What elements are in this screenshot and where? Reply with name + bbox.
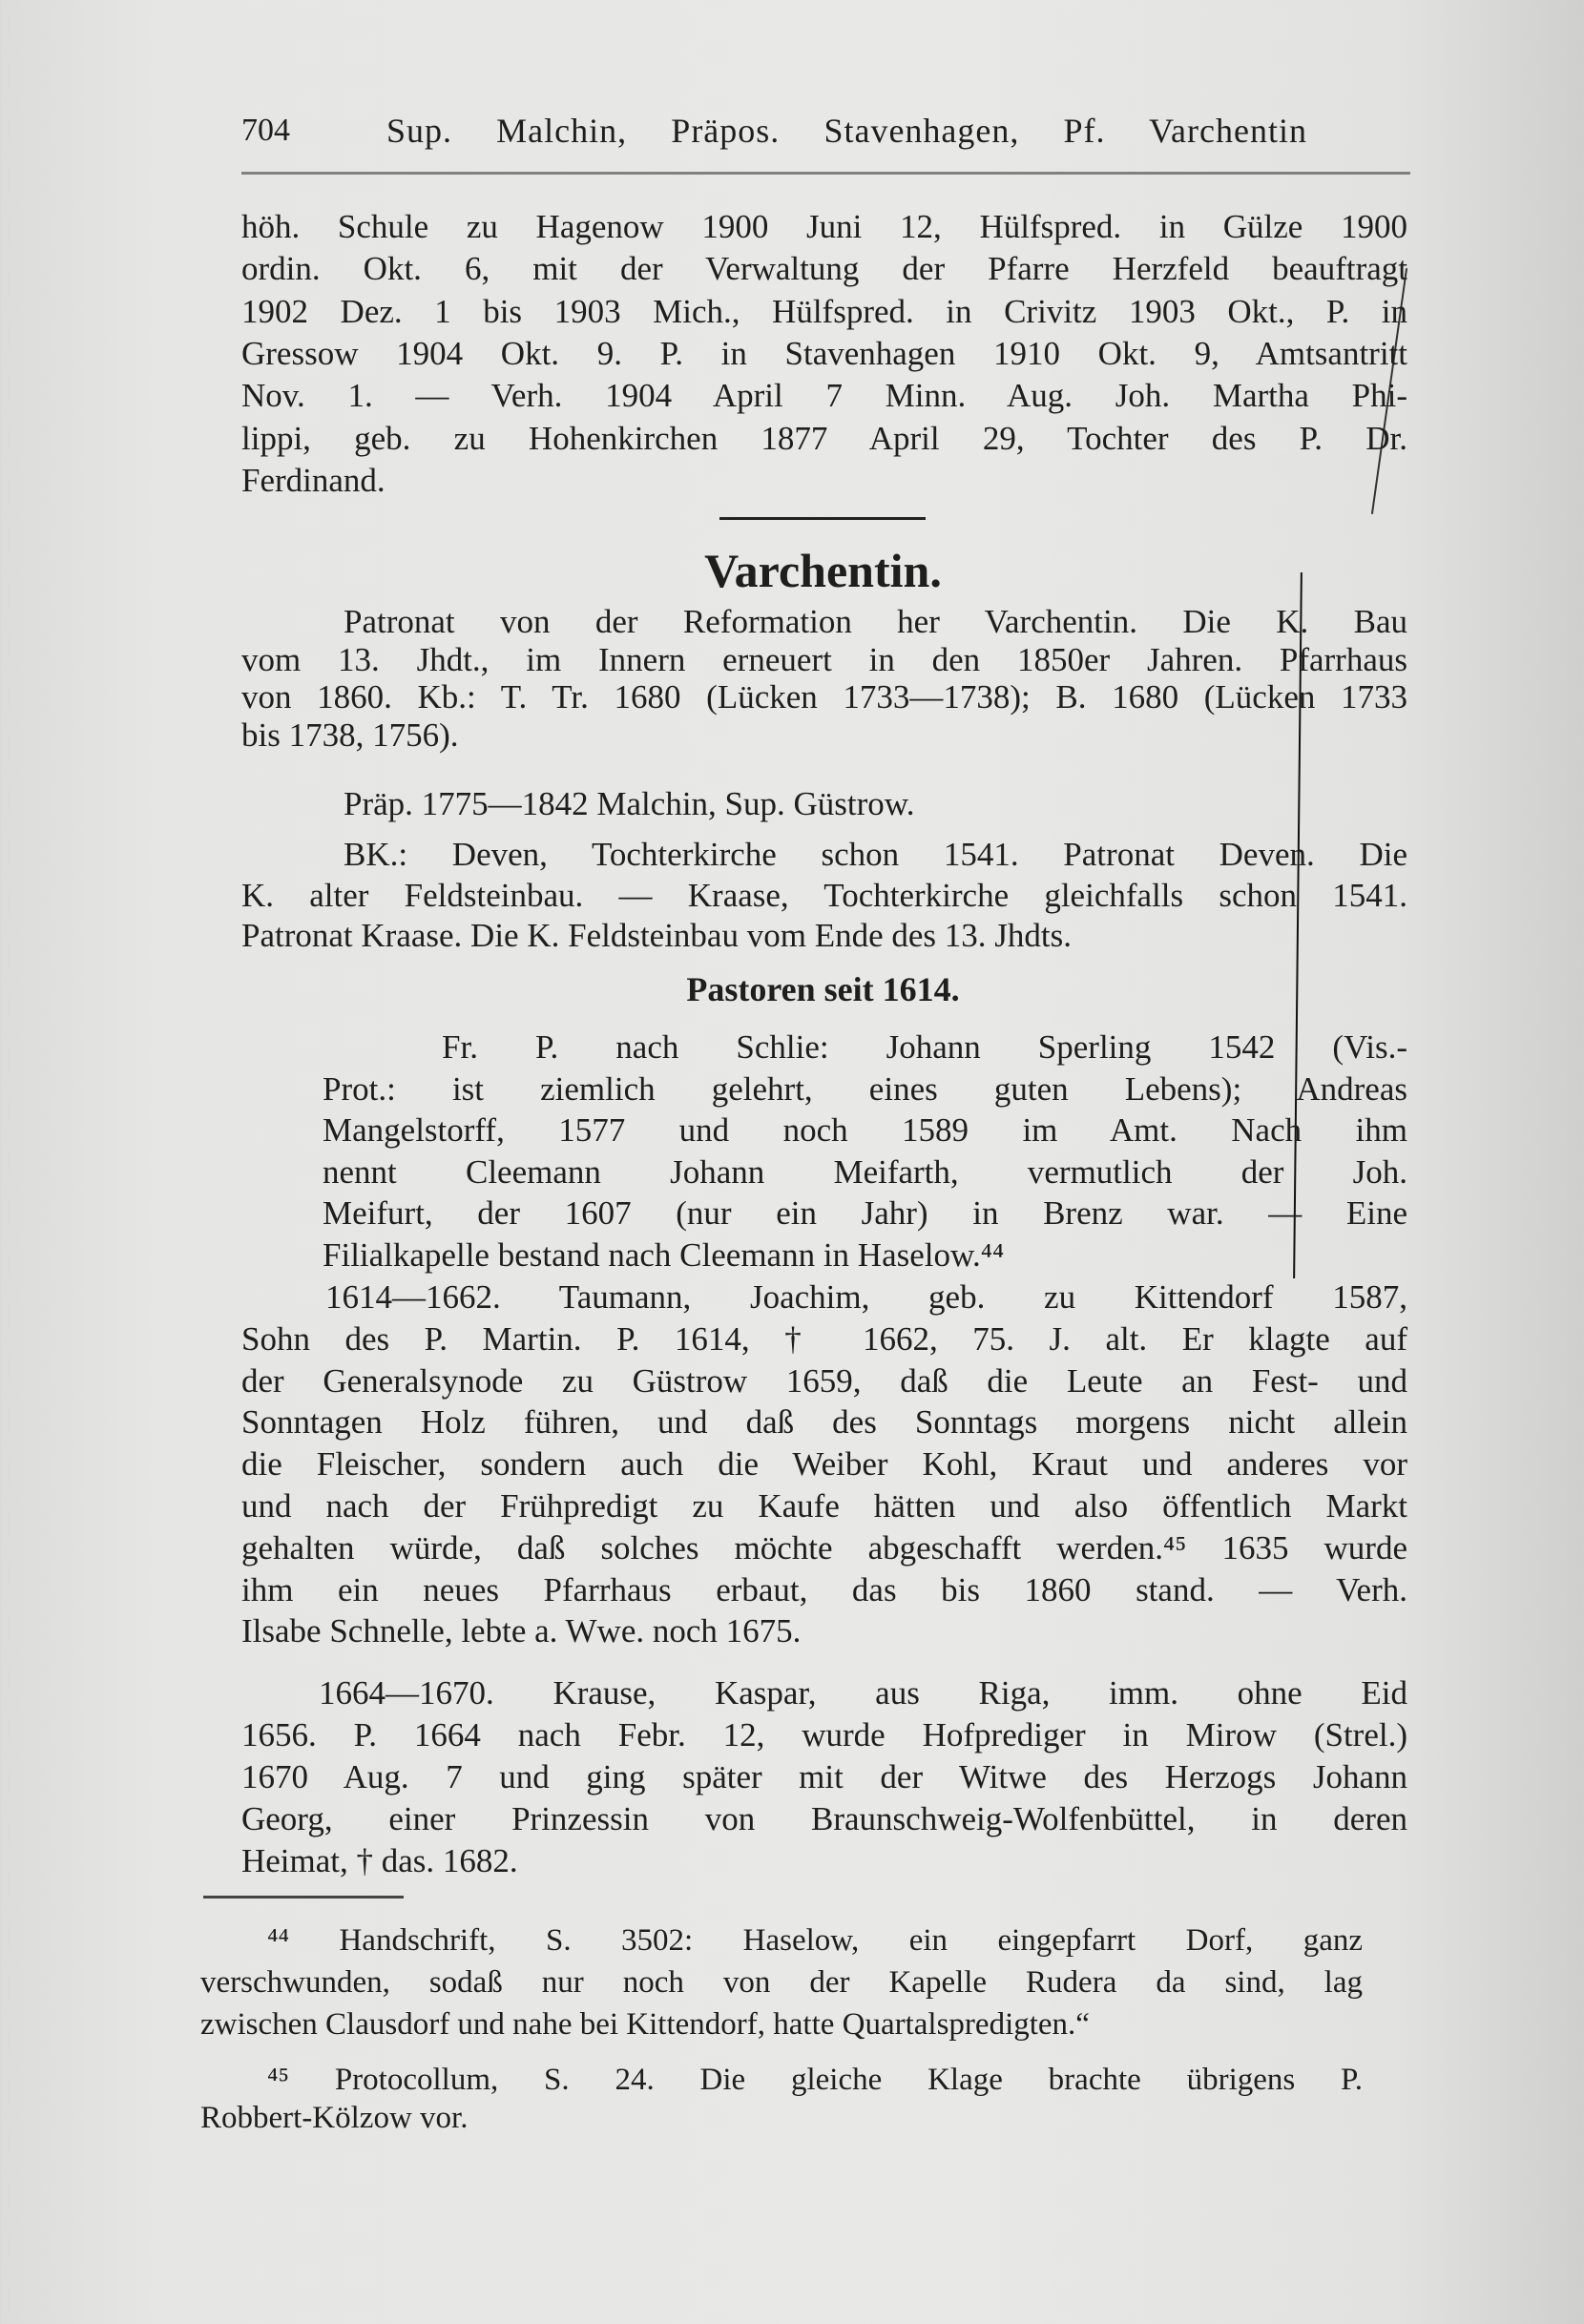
running-title: Sup. Malchin, Präpos. Stavenhagen, Pf. Varchentin: [386, 112, 1307, 150]
text-line: nennt Cleemann Johann Meifarth, vermutlich der Joh.: [323, 1152, 1407, 1191]
text-line: ihm ein neues Pfarrhaus erbaut, das bis 1860 stand. — Verh.: [241, 1570, 1407, 1608]
text-line: Präp. 1775—1842 Malchin, Sup. Güstrow.: [344, 785, 915, 822]
text-line: 1902 Dez. 1 bis 1903 Mich., Hülfspred. in Crivitz 1903 Okt., P. in: [241, 292, 1407, 330]
text-line: 1664—1670. Krause, Kaspar, aus Riga, imm. ohne Eid: [319, 1674, 1407, 1712]
text-line: Sohn des P. Martin. P. 1614, † 1662, 75. J. alt. Er klagte auf: [241, 1319, 1407, 1358]
text-line: Meifurt, der 1607 (nur ein Jahr) in Brenz war. — Eine: [323, 1194, 1407, 1232]
text-line: Ilsabe Schnelle, lebte a. Wwe. noch 1675.: [241, 1612, 802, 1650]
footnote-rule: [203, 1896, 404, 1899]
text-line: Nov. 1. — Verh. 1904 April 7 Minn. Aug. Joh. Martha Phi-: [241, 377, 1407, 415]
text-line: 1656. P. 1664 nach Febr. 12, wurde Hofprediger in Mirow (Strel.): [241, 1716, 1407, 1753]
text-line: Georg, einer Prinzessin von Braunschweig-Wolfenbüttel, in deren: [241, 1800, 1407, 1837]
text-line: Gressow 1904 Okt. 9. P. in Stavenhagen 1910 Okt. 9, Amtsantritt: [241, 334, 1407, 372]
text-line: Patronat von der Reformation her Varchentin. Die K. Bau: [344, 603, 1407, 640]
text-line: vom 13. Jhdt., im Innern erneuert in den 1850er Jahren. Pfarrhaus: [241, 640, 1407, 678]
text-line: höh. Schule zu Hagenow 1900 Juni 12, Hülfspred. in Gülze 1900: [241, 208, 1407, 245]
text-line: K. alter Feldsteinbau. — Kraase, Tochterkirche gleichfalls schon 1541.: [241, 876, 1407, 914]
section-divider: [719, 517, 926, 520]
text-line: bis 1738, 1756).: [241, 716, 459, 754]
text-line: zwischen Clausdorf und nahe bei Kittendorf, hatte Quartalspredigten.“: [200, 2007, 1090, 2042]
text-line: Fr. P. nach Schlie: Johann Sperling 1542 (Vis.-: [442, 1028, 1407, 1066]
text-line: Ferdinand.: [241, 461, 386, 499]
text-line: ordin. Okt. 6, mit der Verwaltung der Pfarre Herzfeld beauftragt: [241, 250, 1407, 288]
text-line: gehalten würde, daß solches möchte abgeschafft werden.⁴⁵ 1635 wurde: [241, 1528, 1407, 1567]
text-line: verschwunden, sodaß nur noch von der Kapelle Rudera da sind, lag: [200, 1965, 1363, 2000]
text-line: die Fleischer, sondern auch die Weiber Kohl, Kraut und anderes vor: [241, 1445, 1407, 1484]
text-line: 1670 Aug. 7 und ging später mit der Witwe des Herzogs Johann: [241, 1758, 1407, 1795]
section-title: Varchentin.: [704, 544, 942, 597]
text-line: Heimat, † das. 1682.: [241, 1842, 518, 1879]
pastoren-heading: Pastoren seit 1614.: [686, 970, 960, 1008]
text-line: 1614—1662. Taumann, Joachim, geb. zu Kittendorf 1587,: [325, 1278, 1407, 1316]
text-line: Sonntagen Holz führen, und daß des Sonntags morgens nicht allein: [241, 1403, 1407, 1442]
text-line: Patronat Kraase. Die K. Feldsteinbau vom Ende des 13. Jhdts.: [241, 917, 1072, 954]
text-line: lippi, geb. zu Hohenkirchen 1877 April 29, Tochter des P. Dr.: [241, 419, 1407, 457]
text-line: der Generalsynode zu Güstrow 1659, daß die Leute an Fest- und: [241, 1361, 1407, 1400]
text-line: ⁴⁴ Handschrift, S. 3502: Haselow, ein eingepfarrt Dorf, ganz: [267, 1923, 1363, 1958]
text-line: Mangelstorff, 1577 und noch 1589 im Amt. Nach ihm: [323, 1111, 1407, 1149]
text-line: Robbert-Kölzow vor.: [200, 2101, 469, 2135]
text-line: BK.: Deven, Tochterkirche schon 1541. Patronat Deven. Die: [344, 836, 1407, 873]
page-number: 704: [241, 113, 290, 148]
text-line: Prot.: ist ziemlich gelehrt, eines guten Lebens); Andreas: [323, 1069, 1407, 1108]
text-line: und nach der Frühpredigt zu Kaufe hätten und also öffentlich Markt: [241, 1487, 1407, 1525]
header-rule: [241, 172, 1410, 175]
text-line: ⁴⁵ Protocollum, S. 24. Die gleiche Klage brachte übrigens P.: [267, 2063, 1363, 2097]
text-line: von 1860. Kb.: T. Tr. 1680 (Lücken 1733—1738); B. 1680 (Lücken 1733: [241, 678, 1407, 716]
text-line: Filialkapelle bestand nach Cleemann in Haselow.⁴⁴: [323, 1235, 1005, 1274]
